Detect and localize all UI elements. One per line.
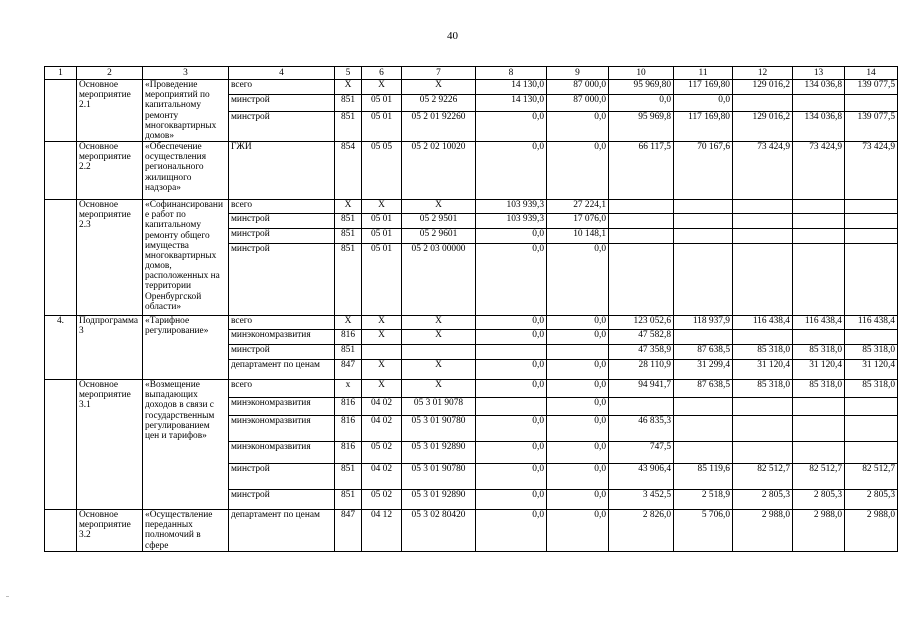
- value-cell: 85 318,0: [733, 380, 793, 398]
- value-cell: 0,0: [476, 316, 547, 330]
- value-cell: 85 318,0: [733, 345, 793, 360]
- value-cell: 05 01: [362, 244, 402, 316]
- value-cell: [674, 200, 733, 214]
- value-cell: 82 512,7: [793, 464, 845, 490]
- item-name: «Софинансирование работ по капитальному ремонту общего имущества многоквартирных домов, расположенных на территории Оренбургской области»: [143, 200, 229, 316]
- value-cell: 85 318,0: [845, 380, 898, 398]
- executor-cell: всего: [229, 80, 335, 95]
- value-cell: 103 939,3: [476, 200, 547, 214]
- executor-cell: минэкономразвития: [229, 442, 335, 464]
- table-row: [45, 316, 898, 330]
- value-cell: 82 512,7: [733, 464, 793, 490]
- header-cell: 4: [229, 67, 335, 80]
- value-cell: 854: [335, 142, 362, 200]
- header-cell: 10: [609, 67, 674, 80]
- value-cell: 851: [335, 95, 362, 111]
- value-cell: [793, 330, 845, 345]
- value-cell: [609, 214, 674, 229]
- value-cell: 04 02: [362, 416, 402, 442]
- executor-cell: всего: [229, 200, 335, 214]
- item-status: Основное мероприятие 2.1: [77, 80, 143, 142]
- value-cell: 847: [335, 360, 362, 380]
- value-cell: 118 937,9: [674, 316, 733, 330]
- value-cell: 87 000,0: [547, 95, 609, 111]
- executor-cell: всего: [229, 316, 335, 330]
- value-cell: 85 318,0: [793, 380, 845, 398]
- item-status: Основное мероприятие 3.1: [77, 380, 143, 510]
- value-cell: [674, 398, 733, 416]
- value-cell: 3 452,5: [609, 490, 674, 510]
- value-cell: 05 02: [362, 442, 402, 464]
- value-cell: 95 969,8: [609, 111, 674, 141]
- value-cell: X: [362, 200, 402, 214]
- value-cell: [733, 244, 793, 316]
- executor-cell: минстрой: [229, 464, 335, 490]
- item-status: Подпрограмма 3: [77, 316, 143, 380]
- value-cell: 05 02: [362, 490, 402, 510]
- value-cell: [733, 95, 793, 111]
- value-cell: [362, 345, 402, 360]
- value-cell: 851: [335, 111, 362, 141]
- value-cell: 10 148,1: [547, 229, 609, 244]
- item-status: Основное мероприятие 2.3: [77, 200, 143, 316]
- value-cell: [845, 416, 898, 442]
- value-cell: 31 120,4: [793, 360, 845, 380]
- value-cell: 31 299,4: [674, 360, 733, 380]
- value-cell: [733, 416, 793, 442]
- header-row: [45, 67, 898, 80]
- value-cell: 2 805,3: [733, 490, 793, 510]
- executor-cell: минстрой: [229, 229, 335, 244]
- value-cell: 05 3 01 9078: [402, 398, 476, 416]
- value-cell: 85 119,6: [674, 464, 733, 490]
- header-cell: 11: [674, 67, 733, 80]
- value-cell: [733, 442, 793, 464]
- value-cell: 851: [335, 244, 362, 316]
- value-cell: 73 424,9: [845, 142, 898, 200]
- value-cell: 0,0: [476, 442, 547, 464]
- table-row: [45, 380, 898, 398]
- value-cell: [609, 244, 674, 316]
- value-cell: 0,0: [547, 244, 609, 316]
- value-cell: 04 02: [362, 464, 402, 490]
- value-cell: [733, 398, 793, 416]
- value-cell: 95 969,80: [609, 80, 674, 95]
- value-cell: 129 016,2: [733, 111, 793, 141]
- value-cell: 05 2 03 00000: [402, 244, 476, 316]
- value-cell: 87 638,5: [674, 380, 733, 398]
- value-cell: 05 01: [362, 95, 402, 111]
- page-number: 40: [447, 30, 458, 42]
- executor-cell: минэкономразвития: [229, 398, 335, 416]
- executor-cell: минстрой: [229, 244, 335, 316]
- value-cell: 47 358,9: [609, 345, 674, 360]
- value-cell: [845, 244, 898, 316]
- value-cell: 73 424,9: [733, 142, 793, 200]
- value-cell: 816: [335, 330, 362, 345]
- value-cell: 0,0: [476, 244, 547, 316]
- value-cell: 05 2 9601: [402, 229, 476, 244]
- value-cell: 0,0: [547, 316, 609, 330]
- value-cell: X: [402, 360, 476, 380]
- value-cell: 05 05: [362, 142, 402, 200]
- executor-cell: всего: [229, 380, 335, 398]
- value-cell: [609, 229, 674, 244]
- value-cell: [793, 398, 845, 416]
- value-cell: 82 512,7: [845, 464, 898, 490]
- value-cell: 0,0: [476, 360, 547, 380]
- executor-cell: минэкономразвития: [229, 330, 335, 345]
- value-cell: 05 2 02 10020: [402, 142, 476, 200]
- header-cell: 1: [45, 67, 77, 80]
- value-cell: 0,0: [547, 398, 609, 416]
- executor-cell: департамент по ценам: [229, 360, 335, 380]
- value-cell: 31 120,4: [845, 360, 898, 380]
- value-cell: [674, 229, 733, 244]
- value-cell: [476, 345, 547, 360]
- value-cell: 0,0: [547, 442, 609, 464]
- item-name: «Проведение мероприятий по капитальному ремонту многоквартирных домов»: [143, 80, 229, 142]
- value-cell: 851: [335, 464, 362, 490]
- header-cell: 6: [362, 67, 402, 80]
- row-number: [45, 142, 77, 200]
- header-cell: 13: [793, 67, 845, 80]
- value-cell: 0,0: [476, 229, 547, 244]
- value-cell: 0,0: [476, 330, 547, 345]
- value-cell: [845, 398, 898, 416]
- header-cell: 5: [335, 67, 362, 80]
- value-cell: 05 2 9501: [402, 214, 476, 229]
- value-cell: 851: [335, 490, 362, 510]
- header-cell: 8: [476, 67, 547, 80]
- value-cell: [674, 330, 733, 345]
- budget-table: [44, 66, 898, 552]
- value-cell: 747,5: [609, 442, 674, 464]
- value-cell: [793, 95, 845, 111]
- value-cell: 851: [335, 229, 362, 244]
- value-cell: 46 835,3: [609, 416, 674, 442]
- value-cell: 05 3 01 90780: [402, 464, 476, 490]
- value-cell: 139 077,5: [845, 111, 898, 141]
- value-cell: [674, 244, 733, 316]
- value-cell: 134 036,8: [793, 80, 845, 95]
- executor-cell: ГЖИ: [229, 142, 335, 200]
- value-cell: 116 438,4: [733, 316, 793, 330]
- value-cell: X: [362, 80, 402, 95]
- value-cell: X: [362, 380, 402, 398]
- value-cell: 05 3 01 92890: [402, 490, 476, 510]
- header-cell: 3: [143, 67, 229, 80]
- executor-cell: минстрой: [229, 214, 335, 229]
- value-cell: 0,0: [674, 95, 733, 111]
- value-cell: 116 438,4: [793, 316, 845, 330]
- value-cell: 816: [335, 416, 362, 442]
- value-cell: 43 906,4: [609, 464, 674, 490]
- value-cell: 2 805,3: [845, 490, 898, 510]
- value-cell: 0,0: [547, 360, 609, 380]
- table-row: [45, 510, 898, 552]
- value-cell: X: [402, 200, 476, 214]
- table-row: [45, 200, 898, 214]
- item-name: «Возмещение выпадающих доходов в связи с государственным регулированием цен и тарифов»: [143, 380, 229, 510]
- item-status: Основное мероприятие 3.2: [77, 510, 143, 552]
- value-cell: [845, 200, 898, 214]
- value-cell: x: [335, 380, 362, 398]
- value-cell: 0,0: [476, 416, 547, 442]
- scan-mark: [6, 596, 9, 597]
- value-cell: 17 076,0: [547, 214, 609, 229]
- value-cell: 73 424,9: [793, 142, 845, 200]
- header-cell: 14: [845, 67, 898, 80]
- executor-cell: минэкономразвития: [229, 416, 335, 442]
- value-cell: 816: [335, 398, 362, 416]
- value-cell: 116 438,4: [845, 316, 898, 330]
- value-cell: 123 052,6: [609, 316, 674, 330]
- value-cell: 0,0: [476, 464, 547, 490]
- value-cell: 70 167,6: [674, 142, 733, 200]
- header-cell: 12: [733, 67, 793, 80]
- item-name: «Обеспечение осуществления регионального жилищного надзора»: [143, 142, 229, 200]
- value-cell: [845, 330, 898, 345]
- row-number: 4.: [45, 316, 77, 380]
- value-cell: 0,0: [547, 464, 609, 490]
- value-cell: 85 318,0: [845, 345, 898, 360]
- value-cell: 851: [335, 345, 362, 360]
- value-cell: [733, 214, 793, 229]
- item-name: «Осуществление переданных полномочий в сфере: [143, 510, 229, 552]
- value-cell: [845, 214, 898, 229]
- value-cell: 0,0: [476, 142, 547, 200]
- value-cell: 14 130,0: [476, 95, 547, 111]
- value-cell: X: [362, 360, 402, 380]
- value-cell: 05 01: [362, 214, 402, 229]
- value-cell: 2 988,0: [793, 510, 845, 552]
- value-cell: 47 582,8: [609, 330, 674, 345]
- value-cell: 05 01: [362, 111, 402, 141]
- value-cell: X: [402, 380, 476, 398]
- value-cell: [674, 214, 733, 229]
- item-status: Основное мероприятие 2.2: [77, 142, 143, 200]
- value-cell: [793, 200, 845, 214]
- value-cell: 04 12: [362, 510, 402, 552]
- value-cell: [609, 398, 674, 416]
- header-cell: 9: [547, 67, 609, 80]
- value-cell: [402, 345, 476, 360]
- value-cell: 05 3 01 92890: [402, 442, 476, 464]
- value-cell: 134 036,8: [793, 111, 845, 141]
- value-cell: 2 988,0: [845, 510, 898, 552]
- value-cell: 85 318,0: [793, 345, 845, 360]
- value-cell: [793, 416, 845, 442]
- value-cell: X: [402, 80, 476, 95]
- value-cell: [793, 229, 845, 244]
- value-cell: 04 02: [362, 398, 402, 416]
- value-cell: X: [335, 316, 362, 330]
- value-cell: 0,0: [547, 142, 609, 200]
- value-cell: 0,0: [547, 111, 609, 141]
- value-cell: X: [402, 316, 476, 330]
- value-cell: 0,0: [609, 95, 674, 111]
- value-cell: X: [362, 316, 402, 330]
- value-cell: 05 2 01 92260: [402, 111, 476, 141]
- executor-cell: минстрой: [229, 490, 335, 510]
- value-cell: 0,0: [476, 510, 547, 552]
- header-cell: 7: [402, 67, 476, 80]
- executor-cell: минстрой: [229, 111, 335, 141]
- value-cell: 851: [335, 214, 362, 229]
- value-cell: 31 120,4: [733, 360, 793, 380]
- value-cell: 139 077,5: [845, 80, 898, 95]
- value-cell: [793, 214, 845, 229]
- value-cell: 0,0: [547, 510, 609, 552]
- value-cell: 117 169,80: [674, 111, 733, 141]
- executor-cell: минстрой: [229, 345, 335, 360]
- table-row: [45, 80, 898, 95]
- value-cell: X: [362, 330, 402, 345]
- value-cell: [674, 416, 733, 442]
- value-cell: 129 016,2: [733, 80, 793, 95]
- table-row: [45, 142, 898, 200]
- value-cell: [476, 398, 547, 416]
- value-cell: [674, 442, 733, 464]
- value-cell: [793, 244, 845, 316]
- value-cell: 847: [335, 510, 362, 552]
- value-cell: 05 01: [362, 229, 402, 244]
- value-cell: 87 000,0: [547, 80, 609, 95]
- value-cell: 28 110,9: [609, 360, 674, 380]
- executor-cell: минстрой: [229, 95, 335, 111]
- value-cell: 94 941,7: [609, 380, 674, 398]
- value-cell: 05 3 01 90780: [402, 416, 476, 442]
- value-cell: 2 805,3: [793, 490, 845, 510]
- value-cell: 0,0: [476, 380, 547, 398]
- value-cell: 87 638,5: [674, 345, 733, 360]
- value-cell: 103 939,3: [476, 214, 547, 229]
- value-cell: 117 169,80: [674, 80, 733, 95]
- value-cell: 2 826,0: [609, 510, 674, 552]
- value-cell: X: [335, 200, 362, 214]
- value-cell: [733, 229, 793, 244]
- value-cell: X: [402, 330, 476, 345]
- value-cell: 14 130,0: [476, 80, 547, 95]
- value-cell: 2 988,0: [733, 510, 793, 552]
- value-cell: [845, 442, 898, 464]
- value-cell: 27 224,1: [547, 200, 609, 214]
- value-cell: 0,0: [547, 330, 609, 345]
- header-cell: 2: [77, 67, 143, 80]
- value-cell: 0,0: [476, 111, 547, 141]
- value-cell: [845, 95, 898, 111]
- row-number: [45, 510, 77, 552]
- value-cell: 0,0: [547, 490, 609, 510]
- value-cell: 2 518,9: [674, 490, 733, 510]
- value-cell: 0,0: [547, 380, 609, 398]
- value-cell: [733, 200, 793, 214]
- item-name: «Тарифное регулирование»: [143, 316, 229, 380]
- value-cell: [733, 330, 793, 345]
- value-cell: 05 3 02 80420: [402, 510, 476, 552]
- value-cell: [609, 200, 674, 214]
- row-number: [45, 200, 77, 316]
- value-cell: 0,0: [476, 490, 547, 510]
- row-number: [45, 80, 77, 142]
- executor-cell: департамент по ценам: [229, 510, 335, 552]
- value-cell: 5 706,0: [674, 510, 733, 552]
- value-cell: [547, 345, 609, 360]
- value-cell: X: [335, 80, 362, 95]
- value-cell: 816: [335, 442, 362, 464]
- value-cell: 66 117,5: [609, 142, 674, 200]
- value-cell: [793, 442, 845, 464]
- table-body: [45, 80, 898, 552]
- row-number: [45, 380, 77, 510]
- value-cell: [845, 229, 898, 244]
- value-cell: 0,0: [547, 416, 609, 442]
- value-cell: 05 2 9226: [402, 95, 476, 111]
